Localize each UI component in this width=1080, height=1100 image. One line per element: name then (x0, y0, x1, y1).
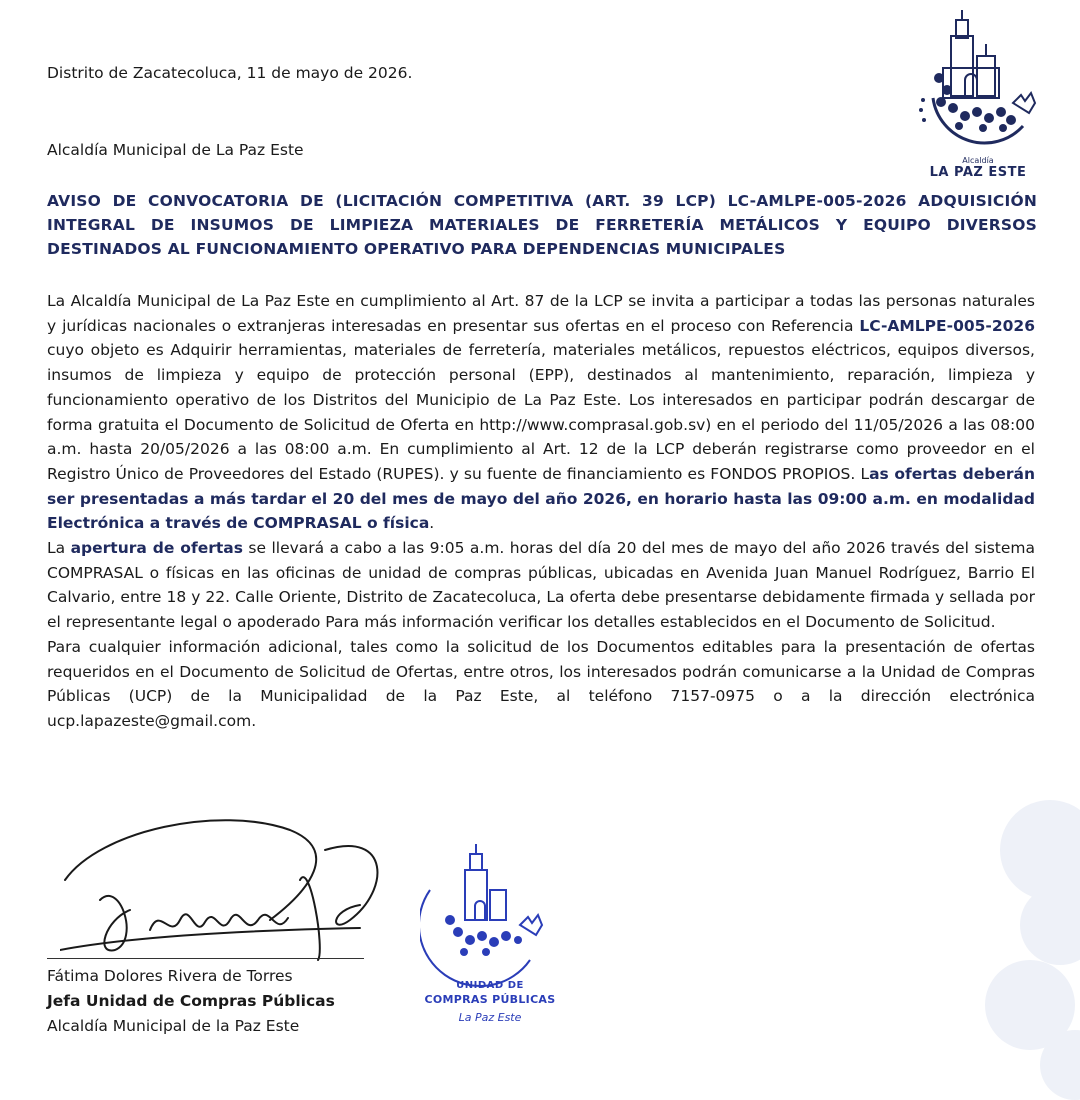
logo-caption-big: LA PAZ ESTE (929, 165, 1027, 180)
signer-org: Alcaldía Municipal de la Paz Este (47, 1017, 300, 1035)
stamp-text-2: COMPRAS PÚBLICAS (424, 993, 556, 1006)
signer-role: Jefa Unidad de Compras Públicas (47, 992, 335, 1010)
signature-line (47, 958, 364, 959)
logo-caption-small: Alcaldía (962, 156, 994, 165)
date-line: Distrito de Zacatecoluca, 11 de mayo de 2026. (47, 64, 413, 82)
opening-label: apertura de ofertas (70, 539, 243, 558)
paragraph-1: La Alcaldía Municipal de La Paz Este en cumplimiento al Art. 87 de la LCP se invita a participar a todas las personas naturales y jurídicas nacionales o extranjeras interesadas en presentar sus ofertas en el proceso con Referencia LC-AMLPE-005-2026 cuyo objeto es Adquirir herramientas, materiales de ferretería, materiales metálicos, repuestos eléctricos, equipos diversos, insumos de limpieza y equipo de protección personal (EPP), destinados al mantenimiento, reparación, limpieza y funcionamiento operativo de los Distritos del Municipio de La Paz Este. Los interesados en participar podrán descargar de forma gratuita el Documento de Solicitud de Oferta en http://www.comprasal.gob.sv) en el periodo del 11/05/2026 a las 08:00 a.m. hasta 20/05/2026 a las 08:00 a.m. En cumplimiento al Art. 12 de la LCP deberán registrarse como proveedor en el Registro Único de Proveedores del Estado (RUPES). y su fuente de financiamiento es FONDOS PROPIOS. Las ofertas deberán ser presentadas a más tardar el 20 del mes de mayo del año 2026, en horario hasta las 09:00 a.m. en modalidad Electrónica a través de COMPRASAL o física. (47, 292, 1035, 533)
stamp-text-1: UNIDAD DE (456, 980, 524, 991)
deadline-text: as ofertas deberán ser presentadas a más tardar el 20 del mes de mayo del año 2026, en horario hasta las 09:00 a.m. en modalidad Electrónica a través de COMPRASAL o física (47, 464, 1035, 533)
paragraph-3: Para cualquier información adicional, tales como la solicitud de los Documentos editables para la presentación de ofertas requeridos en el Documento de Solicitud de Ofertas, entre otros, los interesados podrán comunicarse a la Unidad de Compras Públicas (UCP) de la Municipalidad de la Paz Este, al teléfono 7157-0975 o a la dirección electrónica ucp.lapazeste@gmail.com. (47, 637, 1035, 730)
notice-title: AVISO DE CONVOCATORIA DE (LICITACIÓN COMPETITIVA (ART. 39 LCP) LC-AMLPE-005-2026 ADQUISICIÓN INTEGRAL DE INSUMOS DE LIMPIEZA MATERIALES DE FERRETERÍA METÁLICOS Y EQUIPO DIVERSOS DESTINADOS AL FUNCIONAMIENTO OPERATIVO PARA DEPENDENCIAS MUNICIPALES (47, 192, 1037, 258)
office-name: Alcaldía Municipal de La Paz Este (47, 141, 304, 159)
paragraph-2: La apertura de ofertas se llevará a cabo a las 9:05 a.m. horas del día 20 del mes de mayo del año 2026 través del sistema COMPRASAL o físicas en las oficinas de unidad de compras públicas, ubicadas en Avenida Juan Manuel Rodríguez, Barrio El Calvario, entre 18 y 22. Calle Oriente, Distrito de Zacatecoluca, La oferta debe presentarse debidamente firmada y sellada por el representante legal o apoderado Para más información verificar los detalles establecidos en el Documento de Solicitud. (47, 539, 1035, 632)
decorative-circle (1020, 885, 1080, 965)
stamp-text-3: La Paz Este (458, 1011, 522, 1024)
handwritten-signature (60, 810, 400, 970)
notice-body (47, 289, 1035, 734)
signer-name: Fátima Dolores Rivera de Torres (47, 967, 293, 985)
reference-code: LC-AMLPE-005-2026 (859, 316, 1035, 335)
signature-block (47, 964, 335, 1039)
